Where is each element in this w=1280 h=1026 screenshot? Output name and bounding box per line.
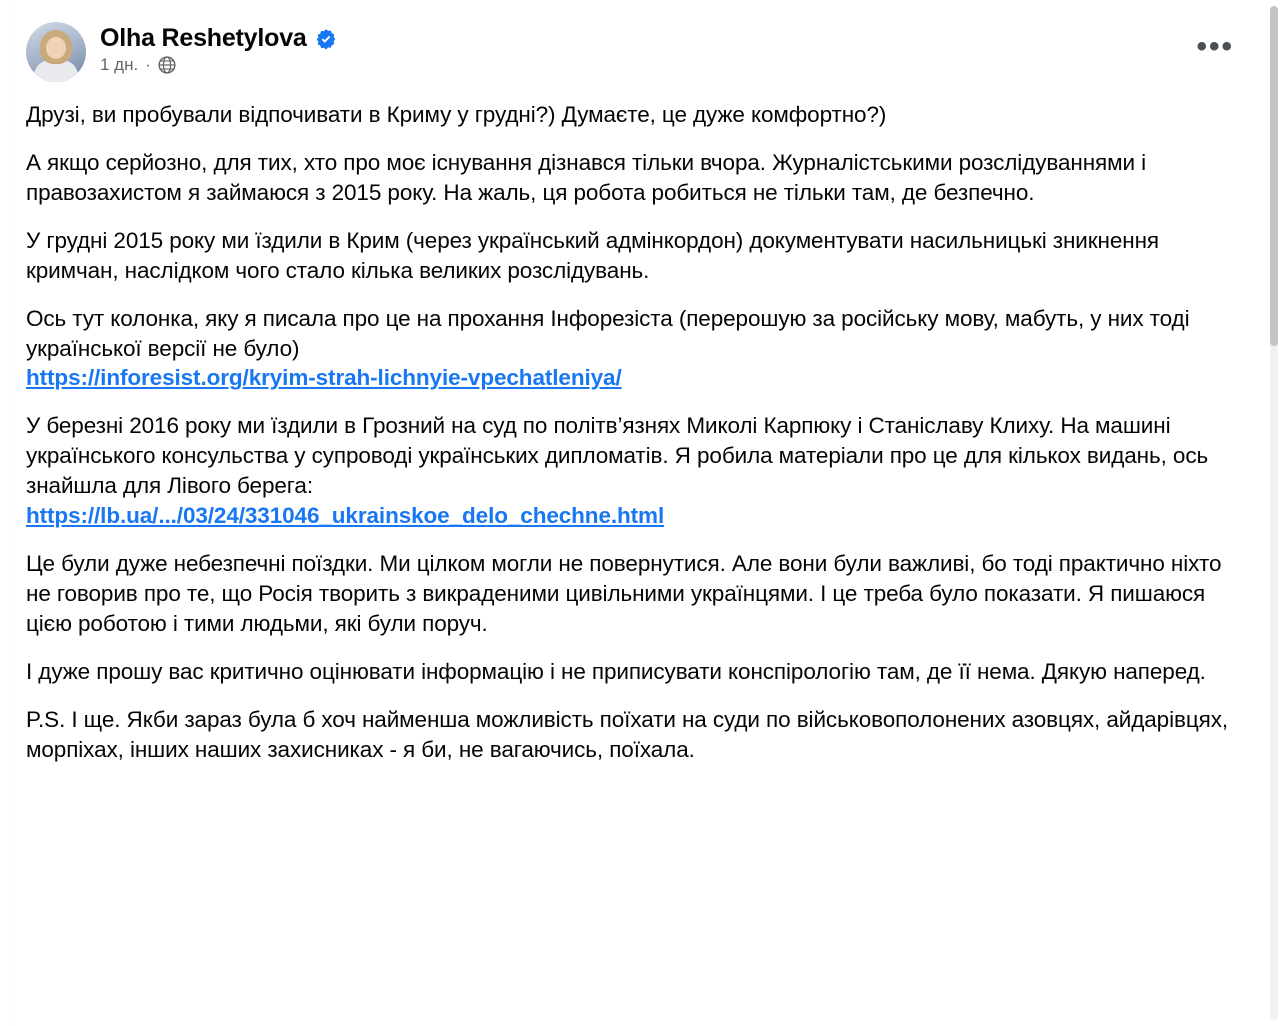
post-paragraph: P.S. І ще. Якби зараз була б хоч найменша можливість поїхати на суди по військовополонених азовцях, айдарівцях, морпіхах, інших наших захисниках - я би, не вагаючись, поїхала. — [26, 706, 1229, 762]
post-paragraph-with-link — [26, 411, 1234, 531]
external-link-inforesist[interactable]: https://inforesist.org/kryim-strah-lichnyie-vpechatleniya/ — [26, 365, 622, 391]
post-options-menu-icon[interactable]: ••• — [1196, 30, 1234, 63]
paragraph-text: У березні 2016 року ми їздили в Грозний на суд по політв’язнях Миколі Карпюку і Станіславу Клиху. На машині українського консульства у супроводі українських дипломатів. Я робила матеріали про це для кількох видань, ось знайшла для Лівого берега: — [26, 413, 1209, 499]
scrollbar-thumb[interactable] — [1270, 6, 1278, 346]
globe-icon[interactable] — [158, 56, 176, 74]
post-paragraph: А якщо серйозно, для тих, хто про моє існування дізнався тільки вчора. Журналістськими розслідуваннями і правозахистом я займаюся з 2015 року. На жаль, ця робота робиться не тільки там, де безпечно. — [26, 149, 1147, 205]
author-row — [100, 24, 337, 53]
post-paragraph-with-link — [26, 304, 1234, 394]
post-header — [26, 22, 1234, 82]
meta-separator: · — [145, 55, 151, 74]
verified-badge-icon — [315, 28, 337, 50]
post-body — [26, 100, 1234, 765]
external-link-lb-ua[interactable]: https://lb.ua/.../03/24/331046_ukrainskoe_delo_chechne.html — [26, 503, 665, 529]
post-paragraph: І дуже прошу вас критично оцінювати інформацію і не приписувати конспірологію там, де її нема. Дякую наперед. — [26, 658, 1206, 684]
post-paragraph: У грудні 2015 року ми їздили в Крим (через український адмінкордон) документувати насильницькі зникнення кримчан, наслідком чого стало кілька великих розслідувань. — [26, 227, 1159, 283]
avatar[interactable] — [26, 22, 86, 82]
avatar-face — [46, 37, 66, 59]
paragraph-text: Ось тут колонка, яку я писала про це на прохання Інфорезіста (перерошую за російську мову, мабуть, у них тоді української версії не було) — [26, 305, 1190, 361]
post-paragraph: Це були дуже небезпечні поїздки. Ми цілком могли не повернутися. Але вони були важливі, бо тоді практично ніхто не говорив про те, що Росія творить з викраденими цивільними українцями. І це треба було показати. Я пишаюся цією роботою і тими людьми, які були поруч. — [26, 551, 1222, 636]
post-timestamp[interactable]: 1 дн. — [100, 55, 139, 74]
post-paragraph: Друзі, ви пробували відпочивати в Криму у грудні?) Думаєте, це дуже комфортно?) — [26, 102, 887, 127]
vertical-scrollbar[interactable] — [1270, 6, 1278, 1020]
author-name[interactable]: Olha Reshetylova — [100, 24, 307, 52]
post-meta — [100, 55, 337, 75]
post-header-text — [100, 22, 337, 75]
